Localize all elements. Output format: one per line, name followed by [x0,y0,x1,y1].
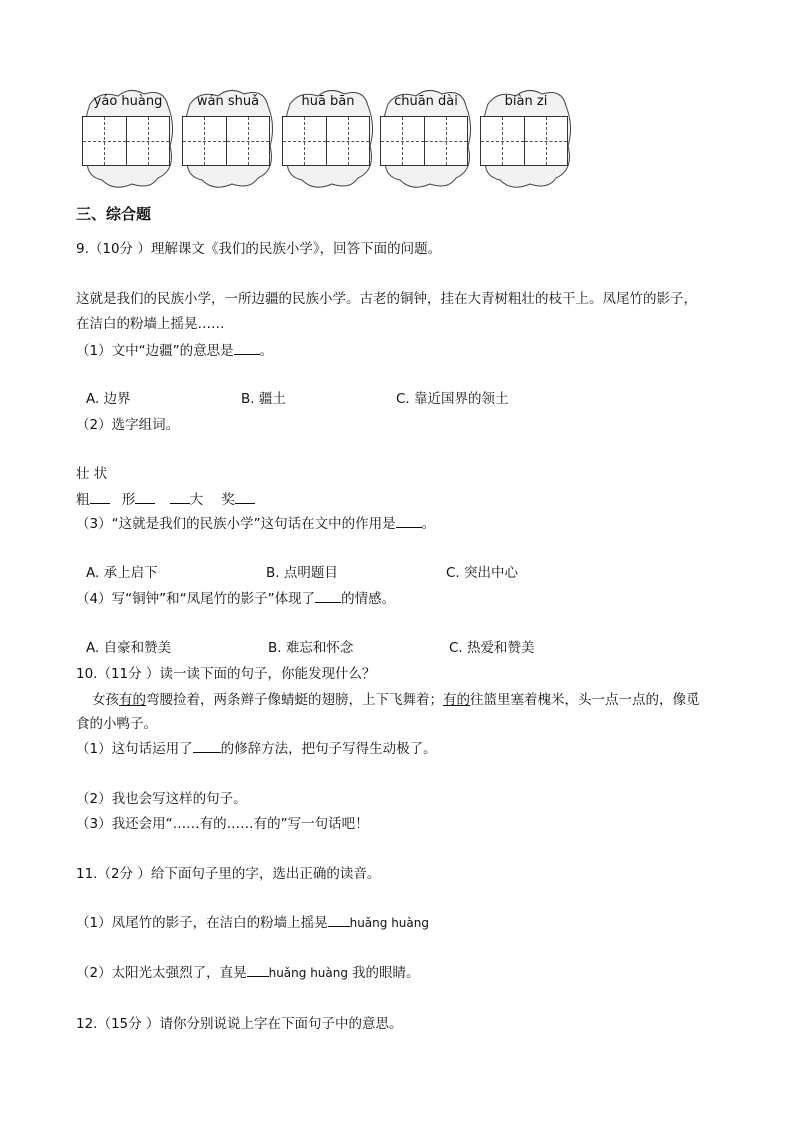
question-11-header: 11.（2分 ）给下面句子里的字，选出正确的读音。 [76,866,381,882]
pinyin-card [378,86,474,190]
pinyin-options: huǎng huàng [268,966,348,980]
answer-blank[interactable] [315,590,341,603]
question-9-header: 9.（10分 ）理解课文《我们的民族小学》，回答下面的问题。 [76,241,442,257]
tianzige-grid [480,116,568,166]
answer-blank[interactable] [247,964,269,977]
pinyin-label: yáo huàng [93,94,163,109]
q9-sub4-option-c[interactable]: C. 热爱和赞美 [449,640,535,656]
q9-sub2-words [76,488,255,508]
answer-blank[interactable] [328,914,350,927]
section-title: 三、综合题 [76,205,152,223]
word-char: 形 [121,492,136,508]
q9-sub4-end: 的情感。 [341,591,396,607]
answer-blank[interactable] [90,491,110,504]
q9-sub3-text: （3）“这就是我们的民族小学”这句话在文中的作用是 [76,516,396,532]
q10-sub1-end: 的修辞方法，把句子写得生动极了。 [220,741,437,757]
q9-sub3 [76,512,435,532]
pinyin-options: huǎng huàng [349,916,429,930]
q10-sub3: （3）我还会用“……有的……有的”写一句话吧！ [76,816,369,832]
tianzige-grid [82,116,170,166]
q11-sub2-end: 我的眼睛。 [351,965,420,981]
q9-sub3-end: 。 [421,516,436,532]
q9-sub1-end: 。 [259,343,274,359]
underlined-word: 有的 [443,692,470,708]
underlined-word: 有的 [119,692,146,708]
q9-sub3-option-c[interactable]: C. 突出中心 [446,565,519,581]
word-char: 大 [189,492,204,508]
pinyin-card [478,86,574,190]
q9-sub1-option-a[interactable]: A. 边界 [86,391,131,407]
q10-sub2: （2）我也会写这样的句子。 [76,791,247,807]
answer-blank[interactable] [135,491,155,504]
q11-sub2-text: （2）太阳光太强烈了，直晃 [76,965,247,981]
tianzige-grid [282,116,370,166]
q9-sub1-option-b[interactable]: B. 疆土 [241,391,286,407]
question-12-header: 12.（15分 ）请你分别说说上字在下面句子中的意思。 [76,1016,403,1032]
answer-blank[interactable] [396,515,422,528]
sentence-text: 女孩 [92,692,119,708]
pinyin-card [180,86,276,190]
q10-sentence-line-1 [92,688,700,708]
answer-blank[interactable] [193,740,221,753]
sentence-text: 弯腰捡着，两条辫子像蜻蜓的翅膀，上下飞舞着； [146,692,443,708]
tianzige-grid [380,116,468,166]
pinyin-card [280,86,376,190]
sentence-text: 往篮里塞着槐米，头一点一点的，像觅 [470,692,700,708]
q11-sub2 [76,961,419,981]
pinyin-card [80,86,176,190]
q10-sentence-line-2: 食的小鸭子。 [76,716,157,732]
tianzige-grid [182,116,270,166]
q9-sub1-text: （1）文中“边疆”的意思是 [76,343,234,359]
answer-blank[interactable] [170,491,190,504]
q9-sub3-option-b[interactable]: B. 点明题目 [266,565,338,581]
q9-sub2: （2）选字组词。 [76,417,180,433]
word-char: 奖 [221,492,235,508]
q10-sub1-text: （1）这句话运用了 [76,741,193,757]
q9-sub4-option-a[interactable]: A. 自豪和赞美 [86,640,172,656]
q9-sub1-option-c[interactable]: C. 靠近国界的领土 [396,391,509,407]
word-char: 粗 [76,492,90,508]
q9-sub2-chars: 壮 状 [76,466,108,482]
q9-passage-line-1: 这就是我们的民族小学，一所边疆的民族小学。古老的铜钟，挂在大青树粗壮的枝干上。凤尾竹的影子， [76,291,697,307]
q9-passage-line-2: 在洁白的粉墙上摇晃…… [76,316,225,332]
q11-sub1-text: （1）凤尾竹的影子，在洁白的粉墙上摇晃 [76,915,328,931]
pinyin-label: biàn zi [504,94,548,109]
q9-sub1 [76,339,273,359]
q11-sub1 [76,911,429,931]
pinyin-label: chuān dài [394,94,458,109]
q9-sub4 [76,587,395,607]
q9-sub3-option-a[interactable]: A. 承上启下 [86,565,158,581]
pinyin-label: huā bān [301,94,355,109]
answer-blank[interactable] [235,491,255,504]
q10-sub1 [76,737,437,757]
q9-sub4-text: （4）写“铜钟”和“凤尾竹的影子”体现了 [76,591,316,607]
answer-blank[interactable] [234,342,260,355]
question-10-header: 10.（11分 ）读一读下面的句子，你能发现什么？ [76,666,376,682]
pinyin-label: wán shuǎ [196,94,260,109]
q9-sub4-option-b[interactable]: B. 难忘和怀念 [268,640,354,656]
